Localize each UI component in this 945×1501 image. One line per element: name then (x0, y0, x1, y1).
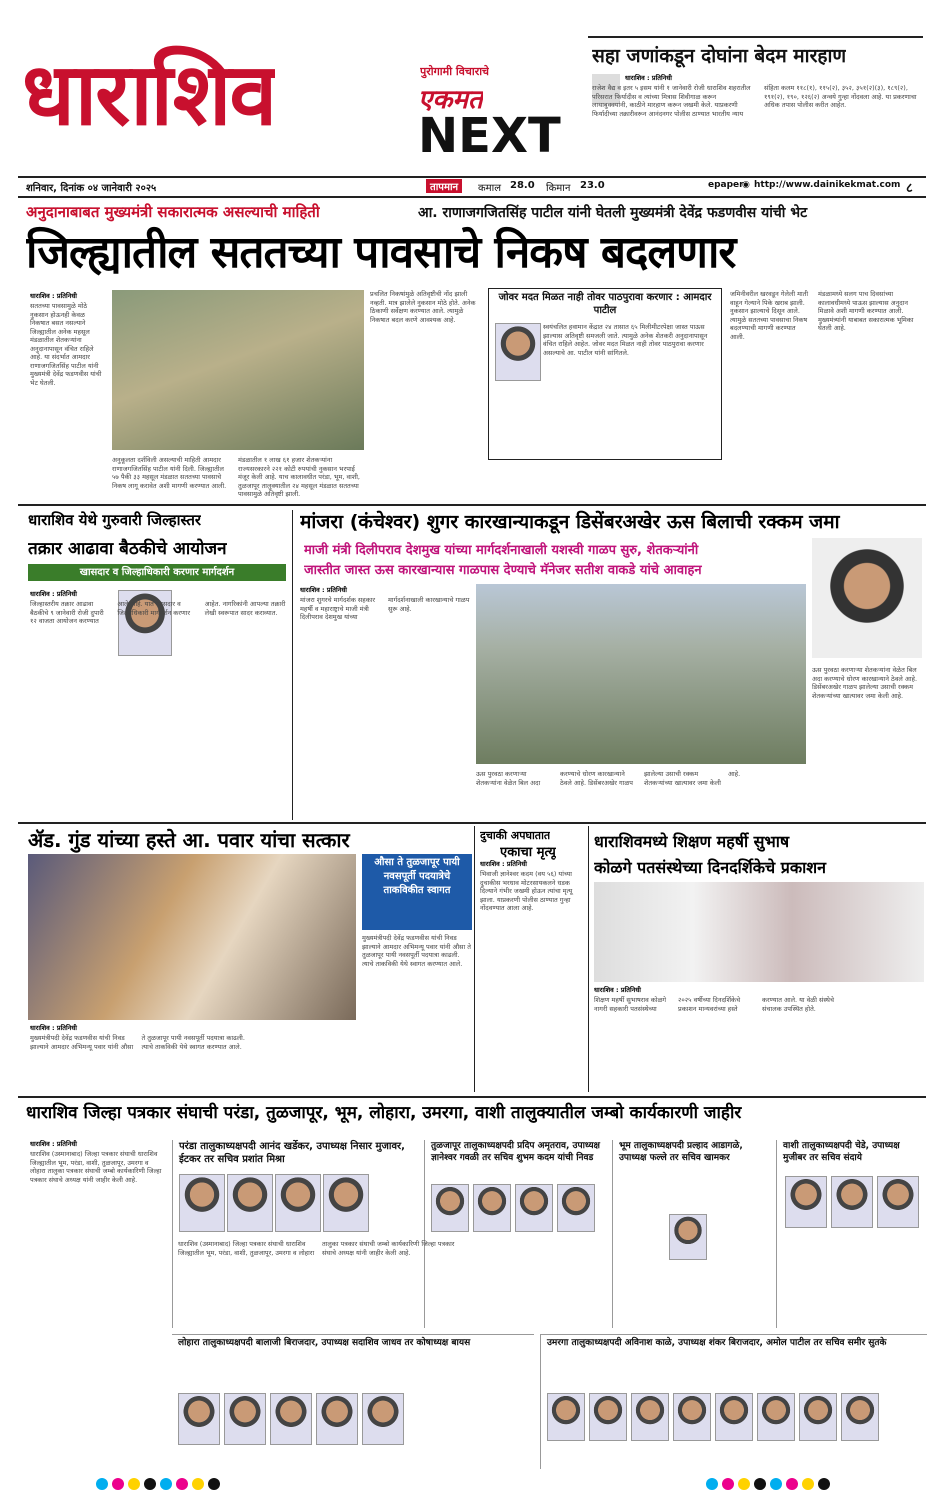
washi-box (776, 1140, 927, 1328)
masthead-brand: एकमत (418, 85, 483, 115)
lead-byline: धाराशिव : प्रतिनिधी (30, 292, 77, 300)
issue-date: शनिवार, दिनांक ०४ जानेवारी २०२५ (26, 183, 157, 194)
washi-member-3 (877, 1176, 919, 1228)
calendar-headline-1: धाराशिवमध्ये शिक्षण महर्षी सुभाष (594, 832, 790, 851)
temp-min-value: 23.0 (580, 180, 605, 191)
masthead-title: धाराशिव (22, 45, 276, 145)
parenda-member-4 (323, 1174, 369, 1232)
masthead-tagline: पुरोगामी विचाराचे (420, 65, 490, 78)
quote-body: स्वयंचलित हवामान केंद्रात २४ तासात ६५ मिलीमीटरपेक्षा जास्त पाऊस झाल्यास अतिवृष्टी समजली जाते. त्यामुळे अनेक शेतकरी अनुदानापासून वंचित राहिले आहेत. जोवर मदत मिळत नाही तोवर पाठपुरावा करणार असल्याचे आ. पाटील यांनी सांगितले. (543, 323, 708, 357)
guud-headline: ॲड. गुंड यांच्या हस्ते आ. पवार यांचा सत्कार (28, 828, 350, 852)
umarga-member-5 (715, 1393, 753, 1441)
umarga-member-6 (757, 1393, 795, 1441)
washi-member-1 (785, 1176, 827, 1228)
temp-max-label: कमाल (478, 183, 502, 194)
parenda-title: परंडा तालुकाध्यक्षपदी आनंद खर्डेकर, उपाध्यक्ष निसार मुजावर, ईटकर तर सचिव प्रशांत मिश्रा (179, 1141, 405, 1165)
lead-body-4: प्रचलित निकषांमुळे अतिवृष्टीची नोंद झाली नव्हती. मात्र झालेले नुकसान मोठे होते. अनेक ठिकाणी सर्वेक्षण करण्यात आले. त्यामुळे निकषात बदल करणे आवश्यक आहे. (370, 290, 476, 324)
sugar-subhead-1: माजी मंत्री दिलीपराव देशमुख यांच्या मार्गदर्शनाखाली यशस्वी गाळप सुरु, शेतकऱ्यांनी (304, 543, 699, 558)
farmer-field-photo (112, 290, 364, 450)
lead-kicker-left: अनुदानाबाबत मुख्यमंत्री सकारात्मक असल्याची माहिती (26, 203, 320, 221)
top-story-byline: धाराशिव : प्रतिनिधी (625, 74, 672, 82)
lead-body-2: अनुकूलता दर्शविली असल्याची माहिती आमदार राणाजगजितसिंह पाटील यांनी दिली. जिल्ह्यातील ५७ पैकी ३३ महसूल मंडळात सततच्या पावसाचे निकष लागू करावेत अशी मागणी करण्यात आली. (112, 456, 227, 490)
calendar-launch-photo (594, 882, 924, 982)
accident-headline-2: एकाचा मृत्यू (500, 845, 556, 860)
lohara-member-1 (178, 1393, 220, 1445)
epaper-label: epaper (708, 180, 744, 190)
lohara-member-3 (270, 1393, 312, 1445)
tuljapur-member-3 (515, 1184, 553, 1232)
lohara-box (172, 1334, 534, 1469)
sugar-byline: धाराशिव : प्रतिनिधी (300, 586, 347, 594)
meeting-byline: धाराशिव : प्रतिनिधी (30, 590, 77, 598)
lohara-title: लोहारा तालुकाध्यक्षपदी बालाजी बिराजदार, उपाध्यक्ष सदाशिव जाधव तर कोषाध्यक्ष बायस (178, 1338, 471, 1348)
journalists-headline: धाराशिव जिल्हा पत्रकार संघाची परंडा, तुळजापूर, भूम, लोहारा, उमरगा, वाशी तालुक्यातील जम्बो कार्यकारणी जाहीर (26, 1103, 742, 1123)
accident-byline: धाराशिव : प्रतिनिधी (480, 860, 527, 868)
registration-marks-left (96, 1478, 236, 1492)
website-link[interactable]: http://www.dainikekmat.com (754, 180, 901, 190)
sugar-body-2: ऊस पुरवठा करणाऱ्या शेतकऱ्यांना वेळेत बिल अदा करण्याचे धोरण कारखान्याने ठेवले आहे. डिसेंबरअखेर गाळप झालेल्या उसाची रक्कम शेतकऱ्यांच्या खात्यावर जमा केली आहे. (476, 770, 741, 787)
tuljapur-member-2 (473, 1184, 511, 1232)
umarga-member-3 (631, 1393, 669, 1441)
journalists-body: धाराशिव (उस्मानाबाद) जिल्हा पत्रकार संघाची धाराशिव जिल्ह्यातील भूम, परंडा, वाशी, तुळजापूर, उमरगा व लोहारा तालुका पत्रकार संघाची जम्बो कार्यकारिणी जिल्हा पत्रकार संघाचे अध्यक्ष यांनी जाहीर केली आहे. (30, 1150, 162, 1184)
meeting-headline-1: धाराशिव येथे गुरुवारी जिल्हास्तर (28, 511, 202, 529)
parenda-member-3 (275, 1174, 321, 1232)
parenda-member-1 (179, 1174, 225, 1232)
top-story-headline: सहा जणांकडून दोघांना बेदम मारहाण (592, 45, 847, 67)
globe-icon: ◉ (742, 180, 750, 190)
meeting-body: जिल्हास्तरीय तक्रार आढावा बैठकीचे ९ जानेवारी रोजी दुपारी १२ वाजता आयोजन करण्यात आले आहे. यात खासदार व जिल्हाधिकारी मार्गदर्शन करणार आहेत. नागरिकांनी आपल्या तक्रारी लेखी स्वरूपात सादर कराव्यात. (30, 600, 286, 625)
felicitation-photo (28, 854, 356, 1020)
sugar-headline: मांजरा (कंचेश्वर) शुगर कारखान्याकडून डिसेंबरअखेर ऊस बिलाची रक्कम जमा (300, 511, 840, 533)
umarga-member-7 (799, 1393, 837, 1441)
sugar-factory-photo (476, 584, 806, 764)
sugar-body-1: मांजरा शुगरचे मार्गदर्शक सहकार महर्षी व महाराष्ट्राचे माजी मंत्री दिलीपराव देशमुख यांच्या मार्गदर्शनाखाली कारखान्याचे गाळप सुरू आहे. (300, 596, 470, 621)
parenda-member-2 (227, 1174, 273, 1232)
umarga-member-2 (589, 1393, 627, 1441)
calendar-body: शिक्षण महर्षी सुभाषराव कोळगे नागरी सहकारी पतसंस्थेच्या २०२५ वर्षीच्या दिनदर्शिकेचे प्रकाशन मान्यवरांच्या हस्ते करण्यात आले. या वेळी संस्थेचे संचालक उपस्थित होते. (594, 996, 835, 1013)
umarga-title: उमरगा तालुकाध्यक्षपदी अविनाश काळे, उपाध्यक्ष शंकर बिराजदार, अमोल पाटील तर सचिव समीर सुतके (547, 1338, 887, 1348)
sugar-body-3: ऊस पुरवठा करणाऱ्या शेतकऱ्यांना वेळेत बिल अदा करण्याचे धोरण कारखान्याने ठेवले आहे. डिसेंबरअखेर गाळप झालेल्या उसाची रक्कम शेतकऱ्यांच्या खात्यावर जमा केली आहे. (812, 666, 918, 700)
guud-body: मुख्यमंत्रीपदी देवेंद्र फडणवीस यांची निवड झाल्याने आमदार अभिमन्यू पवार यांनी औसा ते तुळजापूर पायी नवसपूर्ती पदयात्रा काढली. त्याचे ताकविकी येथे स्वागत करण्यात आले. (30, 1034, 245, 1051)
bhoom-title: भूम तालुकाध्यक्षपदी प्रल्हाद आडागळे, उपाध्यक्ष फल्ले तर सचिव खामकर (619, 1141, 743, 1163)
journalists-byline: धाराशिव : प्रतिनिधी (30, 1140, 77, 1148)
journalists-body-2: धाराशिव (उस्मानाबाद) जिल्हा पत्रकार संघाची धाराशिव जिल्ह्यातील भूम, परंडा, वाशी, तुळजापूर, उमरगा व लोहारा तालुका पत्रकार संघाची जम्बो कार्यकारिणी जिल्हा पत्रकार संघाचे अध्यक्ष यांनी जाहीर केली आहे. (178, 1240, 455, 1257)
lead-body-1: सततच्या पावसामुळे मोठे नुकसान होऊनही केवळ निकषात बसत नसल्याने जिल्ह्यातील अनेक महसूल मंडळातील शेतकऱ्यांना अनुदानापासून वंचित राहिले आहे. या संदर्भात आमदार राणाजगजितसिंह पाटील यांनी मुख्यमंत्री देवेंद्र फडणवीस यांची भेट घेतली. (30, 302, 102, 387)
sugar-subhead-2: जास्तीत जास्त ऊस कारखान्यास गाळपास देण्याचे मॅनेजर सतीश वाकडे यांचे आवाहन (304, 563, 702, 578)
washi-title: वाशी तालुकाध्यक्षपदी चेडे, उपाध्यक्ष मुजीबर तर सचिव संदाये (783, 1141, 900, 1163)
bhoom-member-1 (669, 1214, 707, 1260)
lead-body-5: जमिनीवरील खरवडून गेलेली माती वाहून गेल्याने पिके खराब झाली. नुकसान झाल्याचे दिसून आले. त्यामुळे सततच्या पावसाचा निकष बदलण्याची मागणी करण्यात आली. (730, 290, 809, 341)
accident-headline-1: दुचाकी अपघातात (480, 829, 551, 842)
lohara-member-5 (362, 1393, 404, 1445)
washi-member-2 (831, 1176, 873, 1228)
accident-body: भिवाजी ज्ञानेश्वर कदम (वय ५६) यांच्या दुचाकीस भरधाव मोटरसायकलने धडक दिल्याने गंभीर जखमी होऊन त्यांचा मृत्यू झाला. याप्रकरणी पोलीस ठाण्यात गुन्हा नोंदवण्यात आला आहे. (480, 870, 573, 912)
temp-min-label: किमान (546, 183, 571, 194)
guud-byline: धाराशिव : प्रतिनिधी (30, 1024, 77, 1032)
page-number: ८ (906, 181, 913, 196)
lead-body-3: मंडळातील १ लाख ६१ हजार शेतकऱ्यांना राज्यसरकारने २२१ कोटी रुपयांची नुकसान भरपाई मंजूर केली आहे. याच कालावधीत परंडा, भूम, वाशी, तुळजापूर तालुक्यातील २४ महसूल मंडळात सततच्या पावसामुळे अतिवृष्टी झाली. (238, 456, 360, 498)
bhoom-box (612, 1140, 773, 1328)
guud-badge: औसा ते तुळजापूर पायी नवसपूर्ती पदयात्रेचे ताकविकीत स्वागत (362, 854, 472, 930)
lead-headline: जिल्ह्यातील सततच्या पावसाचे निकष बदलणार (26, 227, 736, 278)
meeting-banner: खासदार व जिल्हाधिकारी करणार मार्गदर्शन (28, 564, 286, 581)
masthead-next: NEXT (418, 108, 561, 164)
quote-box (488, 288, 722, 460)
calendar-byline: धाराशिव : प्रतिनिधी (594, 986, 641, 994)
lohara-member-2 (224, 1393, 266, 1445)
manager-portrait (812, 538, 922, 658)
umarga-member-8 (841, 1393, 879, 1441)
lead-body-6: मंडळामध्ये सलग पाच दिवसांच्या कालावधीमध्ये पाऊस झाल्यास अनुदान मिळावे अशी मागणी करण्यात आली. मुख्यमंत्र्यांनी याबाबत सकारात्मक भूमिका घेतली आहे. (818, 290, 914, 332)
quote-headline: जोवर मदत मिळत नाही तोवर पाठपुरावा करणार : आमदार पाटील (498, 292, 712, 316)
masthead (0, 0, 945, 178)
tuljapur-member-4 (557, 1184, 595, 1232)
lead-kicker-right: आ. राणाजगजितसिंह पाटील यांनी घेतली मुख्यमंत्री देवेंद्र फडणवीस यांची भेट (418, 205, 808, 221)
temperature-label: तापमान (426, 179, 462, 193)
umarga-box (540, 1334, 927, 1469)
meeting-headline-2: तक्रार आढावा बैठकीचे आयोजन (28, 539, 227, 559)
registration-marks-right (706, 1478, 846, 1492)
top-story-body: राजेश वैद्य व इतर ५ इसम यांनी १ जानेवारी रोजी धाराशिव शहरातील परिसरात फिर्यादीस व त्यांच्या मित्रास शिवीगाळ करून लाथाबुक्क्यांनी, काठीने मारहाण करून जखमी केले. याप्रकरणी फिर्यादीच्या तक्रारीवरून आनंदनगर पोलीस ठाण्यात भारतीय न्याय संहिता कलम ११८(१), ११५(२), ३५२, ३५१(२)(३), १८९(२), १९१(२), १९०, १२६(२) अन्वये गुन्हा नोंदवला आहे. या प्रकरणाचा अधिक तपास पोलीस करीत आहेत. (592, 84, 917, 118)
umarga-member-4 (673, 1393, 711, 1441)
calendar-headline-2: कोळगे पतसंस्थेच्या दिनदर्शिकेचे प्रकाशन (594, 858, 827, 877)
guud-body-side: मुख्यमंत्रीपदी देवेंद्र फडणवीस यांची निवड झाल्याने आमदार अभिमन्यू पवार यांनी औसा ते तुळजापूर पायी नवसपूर्ती पदयात्रा काढली. त्याचे ताकविकी येथे स्वागत करण्यात आले. (362, 934, 471, 968)
date-bar (18, 176, 926, 198)
umarga-member-1 (547, 1393, 585, 1441)
tuljapur-title: तुळजापूर तालुकाध्यक्षपदी प्रदिप अमृतराव, उपाध्यक्ष ज्ञानेश्वर गवळी तर सचिव शुभम कदम यांची निवड (431, 1141, 600, 1163)
mla-portrait (495, 323, 541, 381)
temp-max-value: 28.0 (510, 180, 535, 191)
tuljapur-member-1 (431, 1184, 469, 1232)
lohara-member-4 (316, 1393, 358, 1445)
